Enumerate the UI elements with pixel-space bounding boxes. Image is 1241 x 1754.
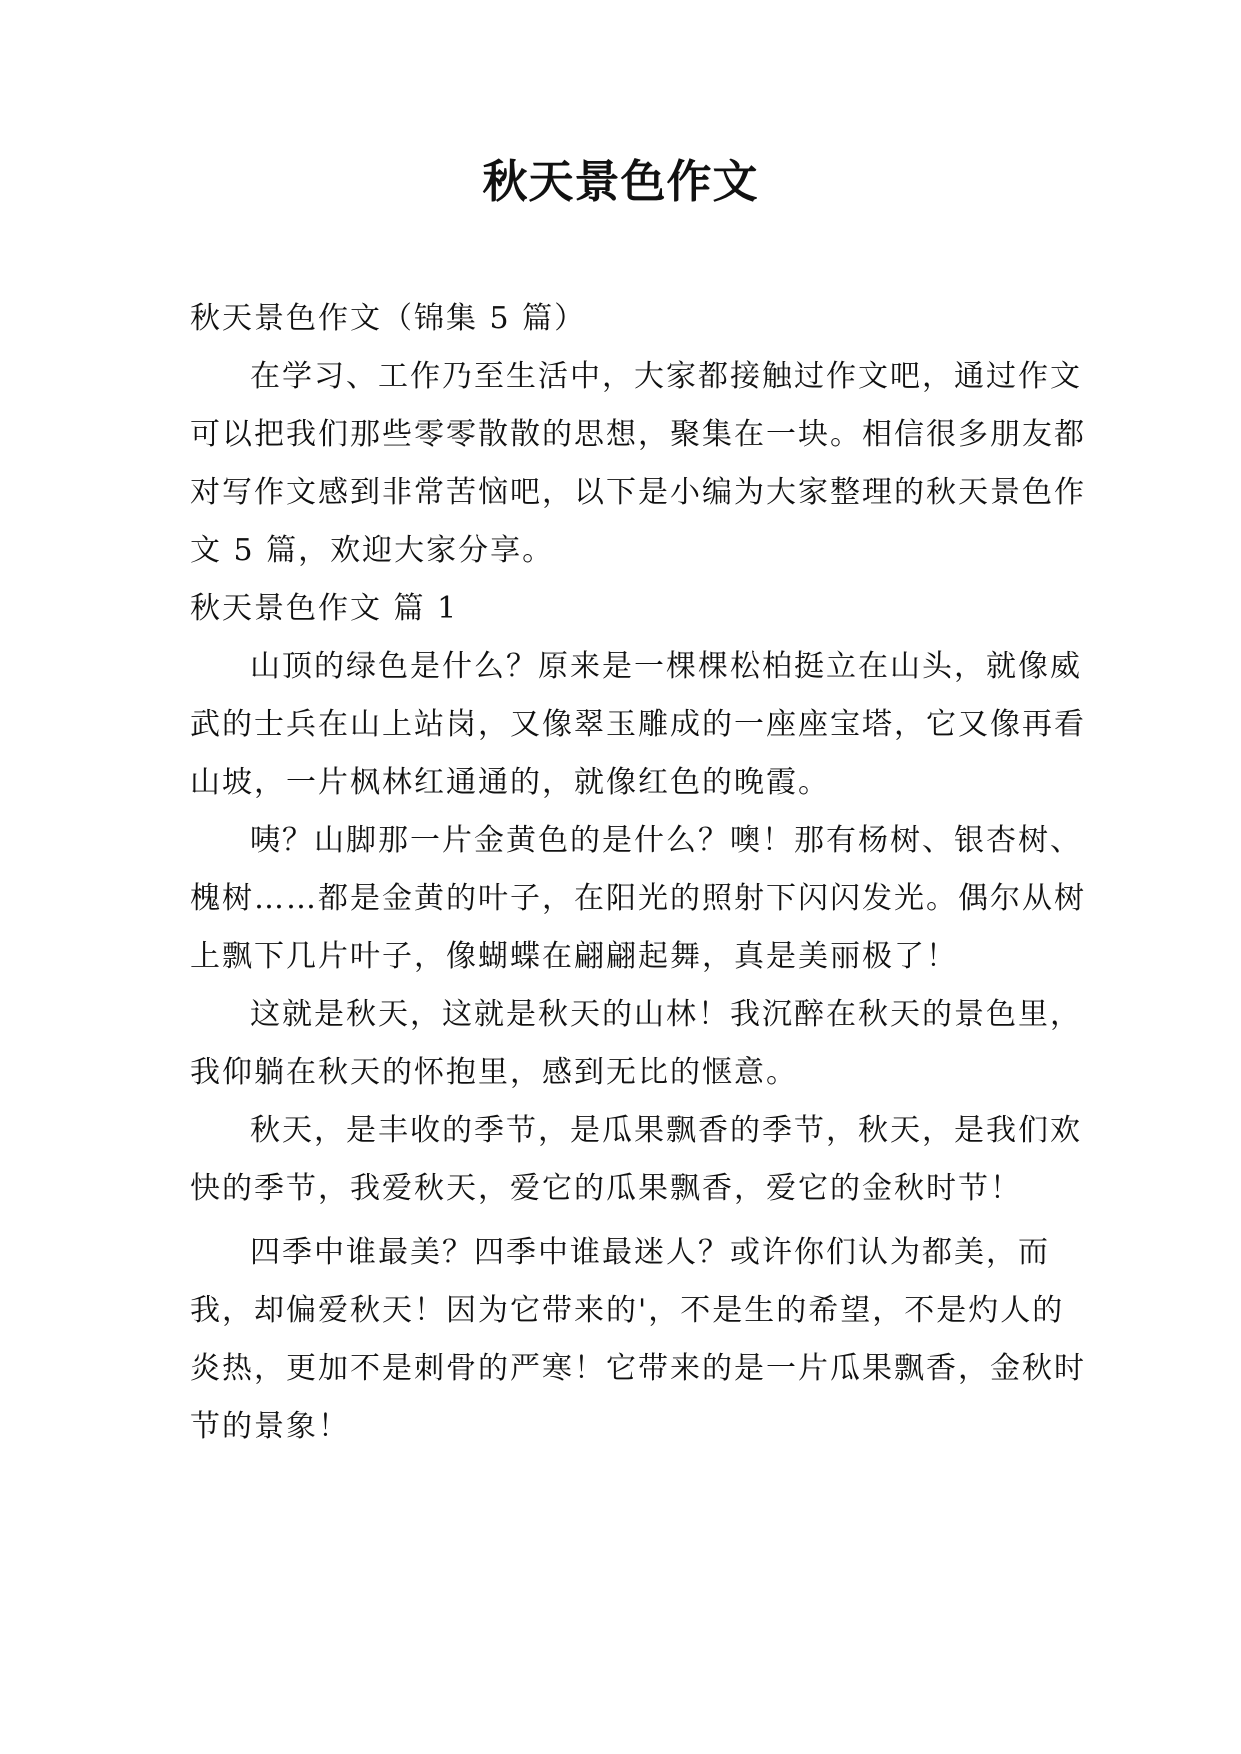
intro-paragraph: 在学习、工作乃至生活中，大家都接触过作文吧，通过作文可以把我们那些零零散散的思想，聚集在一块。相信很多朋友都对写作文感到非常苦恼吧，以下是小编为大家整理的秋天景色作文 5 篇，欢迎大家分享。: [190, 359, 1086, 568]
body-paragraph: 四季中谁最美？四季中谁最迷人？或许你们认为都美，而我，却偏爱秋天！因为它带来的'，不是生的希望，不是灼人的炎热，更加不是刺骨的严寒！它带来的是一片瓜果飘香，金秋时节的景象！: [190, 1235, 1086, 1444]
collection-subtitle: 秋天景色作文（锦集 5 篇）: [190, 301, 587, 336]
body-paragraph: 这就是秋天，这就是秋天的山林！我沉醉在秋天的景色里，我仰躺在秋天的怀抱里，感到无比的惬意。: [190, 997, 1082, 1090]
body-paragraph: 咦？山脚那一片金黄色的是什么？噢！那有杨树、银杏树、槐树……都是金黄的叶子，在阳光的照射下闪闪发光。偶尔从树上飘下几片叶子，像蝴蝶在翩翩起舞，真是美丽极了！: [190, 823, 1086, 974]
document-body: [190, 290, 1090, 1456]
section-heading: 秋天景色作文 篇 1: [190, 591, 459, 626]
body-paragraph: 山顶的绿色是什么？原来是一棵棵松柏挺立在山头，就像威武的士兵在山上站岗，又像翠玉雕成的一座座宝塔，它又像再看山坡，一片枫林红通通的，就像红色的晚霞。: [190, 649, 1086, 800]
body-paragraph: 秋天，是丰收的季节，是瓜果飘香的季节，秋天，是我们欢快的季节，我爱秋天，爱它的瓜果飘香，爱它的金秋时节！: [190, 1113, 1082, 1206]
document-title: 秋天景色作文: [482, 155, 759, 208]
